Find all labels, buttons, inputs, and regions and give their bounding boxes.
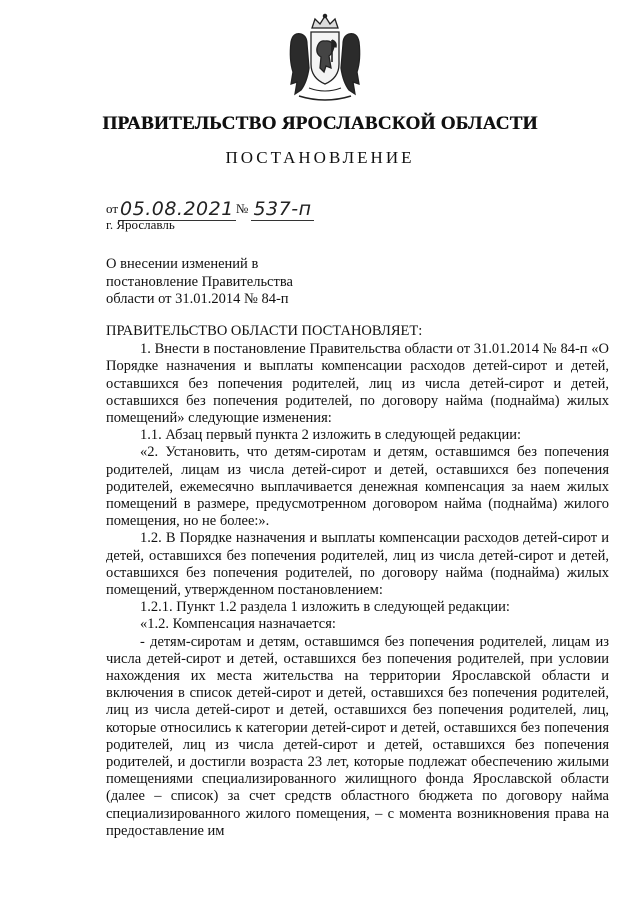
- document-body: [106, 323, 609, 840]
- document-number: 537-п: [253, 198, 312, 220]
- document-type: ПОСТАНОВЛЕНИЕ: [225, 148, 415, 167]
- date-prefix: от: [106, 201, 119, 216]
- coat-of-arms-emblem: [285, 12, 365, 104]
- body-paragraph: «2. Установить, что детям-сиротам и детям, оставшимся без попечения родителей, лицам из числа детей-сирот и детей, оставшихся без попечения родителей, ежемесячно выплачивается денежная компенсация за наем жилых помещений в размере, предусмотренном договором найма (поднайма) жилого помещения, но не более:».: [106, 444, 609, 530]
- organization-title: ПРАВИТЕЛЬСТВО ЯРОСЛАВСКОЙ ОБЛАСТИ: [102, 113, 538, 134]
- subject-line: О внесении изменений в: [106, 256, 259, 272]
- number-prefix: №: [235, 201, 249, 216]
- body-paragraph: 1. Внести в постановление Правительства области от 31.01.2014 № 84-п «О Порядке назначения и выплаты компенсации расходов детей-сирот и детей, оставшихся без попечения родителей, лиц из числа детей-сирот и детей, оставшихся без попечения родителей, по договору найма (поднайма) жилых помещений» следующие изменения:: [106, 341, 609, 427]
- city: г. Ярославль: [106, 217, 175, 232]
- body-paragraph: «1.2. Компенсация назначается:: [140, 616, 336, 633]
- subject-line: постановление Правительства: [106, 273, 293, 290]
- body-paragraph: 1.2.1. Пункт 1.2 раздела 1 изложить в следующей редакции:: [140, 599, 510, 616]
- document-date: 05.08.2021: [120, 198, 234, 220]
- body-paragraph: - детям-сиротам и детям, оставшимся без попечения родителей, лицам из числа детей-сирот и детей, оставшихся без попечения родителей, при условии нахождения их места жительства на территории Ярославской области и включения в список детей-сирот и детей, оставшихся без попечения родителей, лиц из числа детей-сирот и детей, оставшихся без попечения родителей, лиц, которые относились к категории детей-сирот и детей, оставшихся без попечения родителей, лиц из числа детей-сирот и детей, оставшихся без попечения родителей, и достигли возраста 23 лет, которые подлежат обеспечению жилыми помещениями специализированного жилищного фонда Ярославской области (далее – список) за счет средств областного бюджета по договору найма специализированного жилого помещения, – с момента возникновения права на предоставление им: [106, 633, 609, 839]
- document-subject: [106, 256, 293, 309]
- subject-line: области от 31.01.2014 № 84-п: [106, 291, 289, 307]
- date-number-line: [106, 196, 314, 218]
- body-paragraph: 1.1. Абзац первый пункта 2 изложить в следующей редакции:: [140, 427, 521, 444]
- resolution-heading: ПРАВИТЕЛЬСТВО ОБЛАСТИ ПОСТАНОВЛЯЕТ:: [106, 323, 423, 339]
- body-paragraph: 1.2. В Порядке назначения и выплаты компенсации расходов детей-сирот и детей, оставшихся без попечения родителей, лиц из числа детей-сирот и детей, оставшихся без попечения родителей, по договору найма (поднайма) жилых помещений, утвержденном постановлением:: [106, 530, 609, 599]
